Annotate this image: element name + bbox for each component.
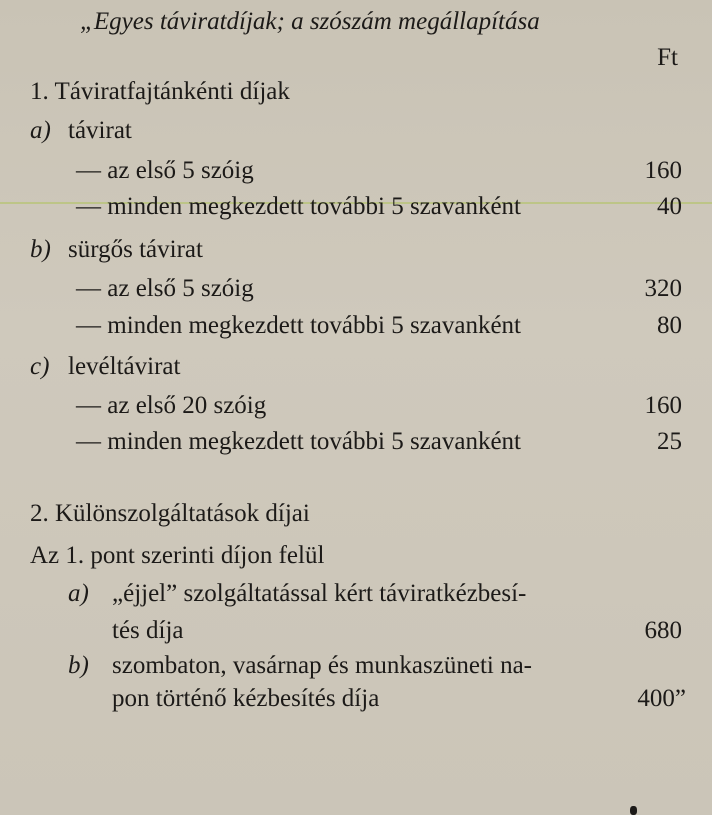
ink-dot: [630, 806, 637, 815]
group-c-row-1: — az első 20 szóig: [76, 392, 267, 419]
group-a-row-2-value: 40: [657, 193, 682, 220]
group-b-row-1: — az első 5 szóig: [76, 275, 254, 302]
item-b-value: 400”: [637, 685, 686, 712]
group-a-letter: a): [30, 117, 51, 144]
group-a-row-1-value: 160: [644, 157, 682, 184]
group-b-letter: b): [30, 236, 51, 263]
item-b-line-1: szombaton, vasárnap és munkaszüneti na-: [112, 652, 533, 679]
group-c-row-2: — minden megkezdett további 5 szavanként: [76, 428, 522, 455]
page-title: „Egyes táviratdíjak; a szószám megállapítása: [80, 8, 540, 35]
item-a-line-2: tés díja: [112, 617, 184, 644]
group-c-row-2-value: 25: [657, 428, 682, 455]
group-a-label: távirat: [68, 117, 132, 144]
group-b-row-2-value: 80: [657, 312, 682, 339]
group-c-row-1-value: 160: [644, 392, 682, 419]
item-b-line-2: pon történő kézbesítés díja: [112, 685, 380, 712]
section-2-title: 2. Különszolgáltatások díjai: [30, 500, 310, 527]
group-c-letter: c): [30, 353, 50, 380]
group-b-row-2: — minden megkezdett további 5 szavanként: [76, 312, 522, 339]
section-1-title: 1. Táviratfajtánkénti díjak: [30, 78, 290, 105]
item-a-value: 680: [644, 617, 682, 644]
group-c-label: levéltávirat: [68, 353, 181, 380]
group-a-row-1: — az első 5 szóig: [76, 157, 254, 184]
item-a-line-1: „éjjel” szolgáltatással kért táviratkézbesí-: [112, 580, 527, 607]
group-b-label: sürgős távirat: [68, 236, 203, 263]
currency-header: Ft: [657, 44, 678, 71]
item-b-letter: b): [68, 652, 89, 679]
group-b-row-1-value: 320: [644, 275, 682, 302]
group-a-row-2: — minden megkezdett további 5 szavanként: [76, 193, 522, 220]
section-2-intro: Az 1. pont szerinti díjon felül: [30, 542, 325, 569]
item-a-letter: a): [68, 580, 89, 607]
